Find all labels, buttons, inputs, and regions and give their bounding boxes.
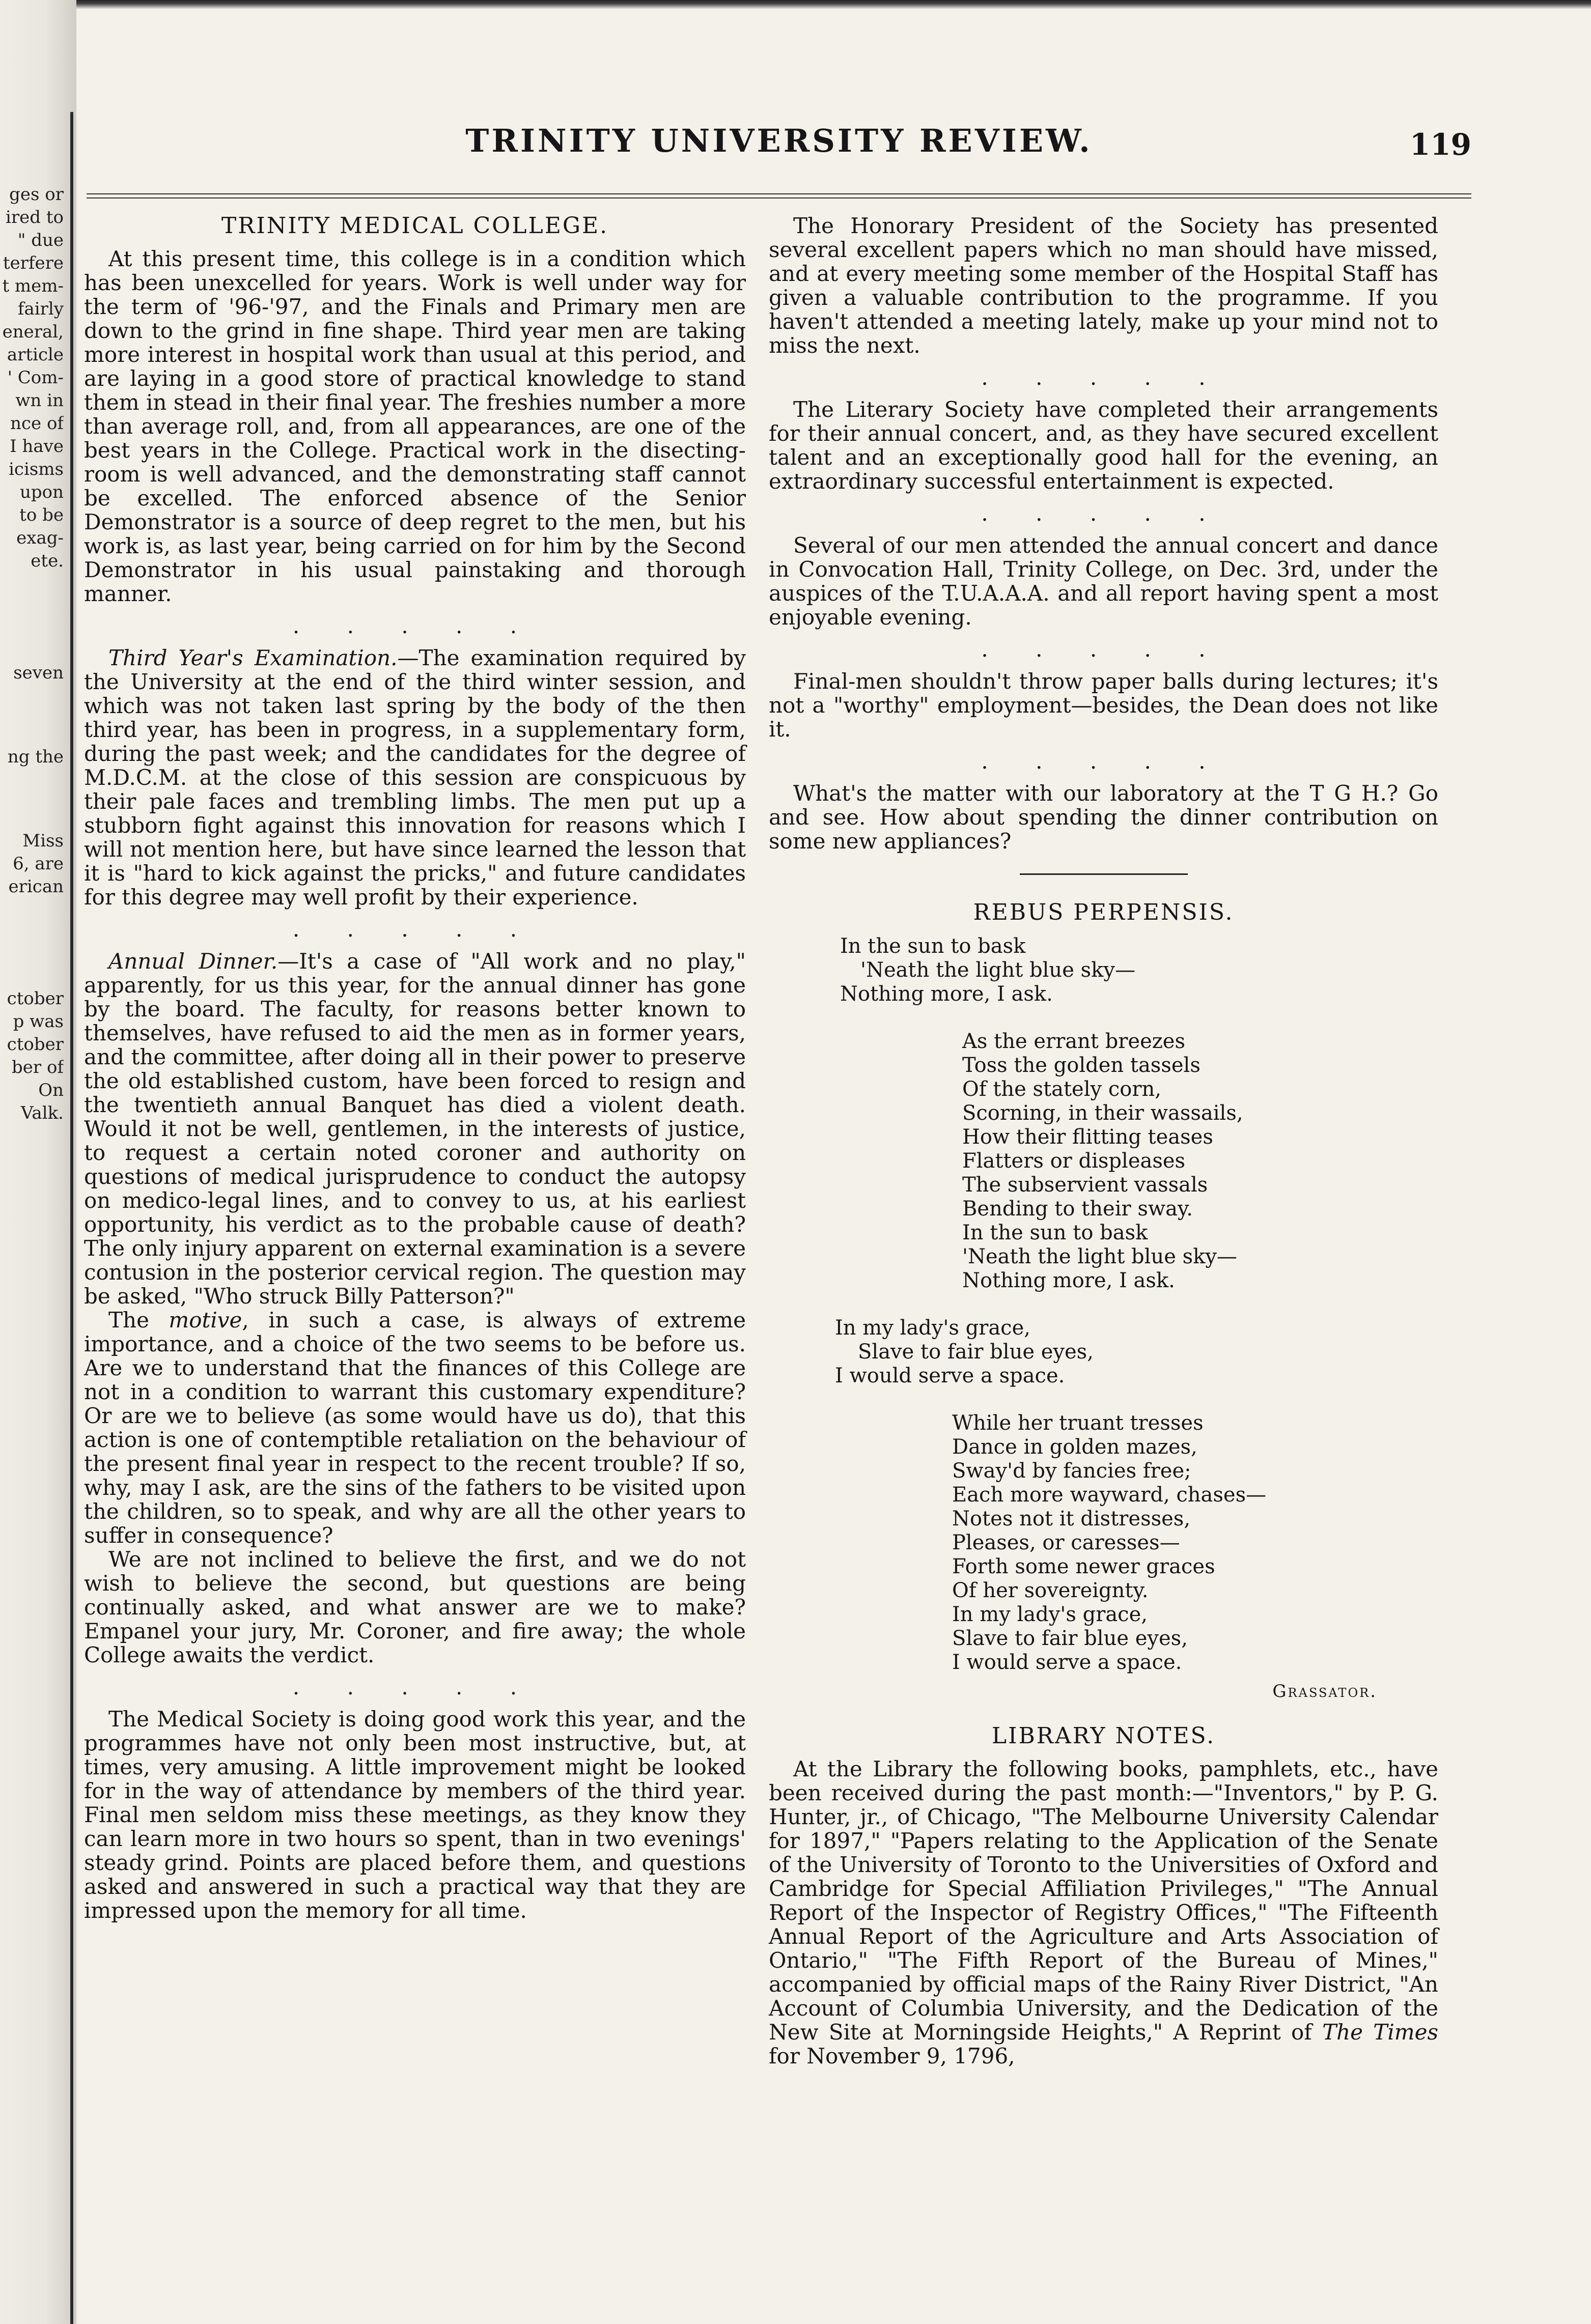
poem <box>769 934 1438 1675</box>
binding-gutter <box>0 0 76 2324</box>
margin-gap <box>0 769 64 830</box>
italic-word: motive <box>169 1308 242 1333</box>
paragraph-library-notes <box>769 1757 1438 2068</box>
margin-fragment: eneral, <box>2 322 64 342</box>
poem-line: While her truant tresses <box>952 1411 1204 1435</box>
paragraph-text: for November 9, 1796, <box>769 2044 1015 2068</box>
paragraph: We are not inclined to believe the first, and we do not wish to believe the second, but questions are being continually asked, and what answer are we to make? Empanel your jury, Mr. Coroner, and fire away; the whole College awaits the verdict. <box>84 1547 746 1667</box>
poem-line: Each more wayward, chases— <box>952 1483 1267 1507</box>
margin-fragment: ng the <box>7 747 64 767</box>
margin-fragment: ctober <box>7 988 64 1009</box>
margin-fragment: fairly <box>17 299 64 319</box>
margin-fragment: article <box>7 345 64 365</box>
paragraph-text: At the Library the following books, pamphlets, etc., have been received during the past month:—"Inventors," by P. G. Hunter, jr., of Chicago, "The Melbourne University Calendar for 1897," "Papers relating to the Application of the Senate of the University of Toronto to the Universities of Oxford and Cambridge for Special Affiliation Privileges," "The Annual Report of the Inspector of Registry Offices," "The Fifteenth Annual Report of the Agriculture and Arts Association of Ontario," "The Fifth Report of the Bureau of Mines," accompanied by official maps of the Rainy River District, "An Account of Columbia University, and the Dedication of the New Site at Morningside Heights," A Reprint of <box>769 1756 1438 2045</box>
margin-fragment: ' Com- <box>7 367 64 388</box>
poem-stanza <box>840 934 1438 1006</box>
poem-line: Slave to fair blue eyes, <box>858 1340 1094 1364</box>
section-title-medical-college: TRINITY MEDICAL COLLEGE. <box>221 213 609 239</box>
margin-fragment: seven <box>13 663 64 683</box>
section-separator-dots: . . . . . <box>292 917 538 942</box>
paragraph: The Honorary President of the Society has presented several excellent papers which no man should have missed, and at every meeting some member of the Hospital Staff has given a valuable contribution to the programme. If you haven't attended a meeting lately, make up your mind not to miss the next. <box>769 213 1438 358</box>
page-header <box>87 122 1471 204</box>
paragraph: Final-men shouldn't throw paper balls during lectures; it's not a "worthy" employment—besides, the Dean does not like it. <box>769 669 1438 742</box>
poem-line: The subservient vassals <box>962 1173 1208 1197</box>
paragraph: Several of our men attended the annual concert and dance in Convocation Hall, Trinity College, on Dec. 3rd, under the auspices of the T.U.A.A.A. and all report having spent a most enjoyable evening. <box>769 533 1438 630</box>
paragraph-third-year-exam <box>84 646 746 909</box>
run-in-heading: Third Year's Examination. <box>108 645 398 670</box>
poem-line: Nothing more, I ask. <box>840 982 1053 1006</box>
page-number: 119 <box>1409 127 1471 162</box>
poem-line: As the errant breezes <box>962 1030 1186 1053</box>
poem-line: Nothing more, I ask. <box>962 1269 1175 1292</box>
poem-line: In the sun to bask <box>962 1221 1148 1244</box>
poem-title: REBUS PERPENSIS. <box>973 899 1234 925</box>
margin-fragment: nce of <box>10 413 64 434</box>
paragraph-text: The <box>108 1308 169 1333</box>
section-rule <box>1020 873 1188 875</box>
margin-fragment: Miss <box>22 831 64 851</box>
paragraph: What's the matter with our laboratory at the T G H.? Go and see. How about spending the dinner contribution on some new appliances? <box>769 781 1438 854</box>
section-separator-dots: . . . . . <box>981 501 1226 526</box>
poem-stanza <box>962 1030 1438 1293</box>
poem-line: Scorning, in their wassails, <box>962 1101 1243 1125</box>
margin-fragment: wn in <box>15 390 64 411</box>
margin-fragment: icisms <box>9 459 64 479</box>
poem-line: I would serve a space. <box>835 1364 1065 1387</box>
margin-fragment: ber of <box>12 1057 64 1078</box>
poem-line: How their flitting teases <box>962 1125 1213 1149</box>
page-fold-line <box>70 112 73 2324</box>
italic-title: The Times <box>1322 2020 1438 2045</box>
margin-fragment: exag- <box>16 528 64 548</box>
margin-fragment: " due <box>17 230 64 250</box>
paragraph: At this present time, this college is in a condition which has been unexcelled for years. Work is well under way for the term of '96-'97, and the Finals and Primary men are down to the grind in fine shape. Third year men are taking more interest in hospital work than usual at this period, and are laying in a good store of practical knowledge to stand them in stead in their final year. The freshies number a more than average roll, and, from all appearances, are one of the best years in the College. Practical work in the disecting-room is well advanced, and the demonstrating staff cannot be excelled. The enforced absence of the Senior Demonstrator is a source of deep regret to the men, but his work is, as last year, being carried on for him by the Second Demonstrator in his usual painstaking and thorough manner. <box>84 246 746 606</box>
poem-line: Flatters or displeases <box>962 1149 1186 1173</box>
section-separator-dots: . . . . . <box>981 365 1226 390</box>
poem-line: In my lady's grace, <box>952 1603 1148 1626</box>
page-top-edge <box>0 0 1591 9</box>
paragraph-motive <box>84 1308 746 1547</box>
margin-fragment: t mem- <box>2 276 64 296</box>
margin-fragment: ired to <box>6 207 64 228</box>
margin-fragment: On <box>38 1080 64 1100</box>
margin-fragment: ges or <box>9 184 64 205</box>
margin-fragment: I have <box>10 436 64 457</box>
poem-line: Bending to their sway. <box>962 1197 1193 1221</box>
margin-fragment: p was <box>13 1011 64 1032</box>
section-title-library-notes: LIBRARY NOTES. <box>991 1723 1216 1749</box>
poem-line: I would serve a space. <box>952 1651 1182 1674</box>
margin-fragment: erican <box>8 876 64 897</box>
poem-line: Slave to fair blue eyes, <box>952 1627 1188 1650</box>
margin-fragment: ctober <box>7 1034 64 1055</box>
margin-gap <box>0 685 64 746</box>
paragraph-annual-dinner <box>84 949 746 1308</box>
poem-signature: Grassator. <box>1272 1681 1377 1702</box>
poem-line: Forth some newer graces <box>952 1555 1215 1578</box>
right-column <box>769 214 1438 2068</box>
margin-fragment: Valk. <box>21 1103 64 1123</box>
margin-fragment: upon <box>19 482 64 502</box>
poem-line: In the sun to bask <box>840 934 1026 958</box>
section-separator-dots: . . . . . <box>292 1675 538 1699</box>
poem-line: In my lady's grace, <box>835 1316 1030 1340</box>
paragraph-medical-society: The Medical Society is doing good work this year, and the programmes have not only been most instructive, but, at times, very amusing. A little improvement might be looked for in the way of attendance by members of the third year. Final men seldom miss these meetings, as they know they can learn more in two hours so spent, than in two evenings' steady grind. Points are placed before them, and questions asked and answered in such a practical way that they are impressed upon the memory for all time. <box>84 1707 746 1923</box>
poem-line: Notes not it distresses, <box>952 1507 1191 1531</box>
poem-line: Dance in golden mazes, <box>952 1435 1197 1459</box>
poem-line: Pleases, or caresses— <box>952 1531 1180 1554</box>
margin-fragment: 6, are <box>13 854 64 874</box>
paragraph-text: , in such a case, is always of extreme importance, and a choice of the two seems to be before us. Are we to understand that the finances of this College are not in a condition to warrant this customary expenditure? Or are we to believe (as some would have us do), that this action is one of contemptible retaliation on the behaviour of the present final year in respect to the recent trouble? If so, why, may I ask, are the sins of the fathers to be visited upon the children, so to speak, and why are all the other years to suffer in consequence? <box>84 1308 746 1548</box>
poem-line: 'Neath the light blue sky— <box>962 1245 1237 1268</box>
margin-fragment: terfere <box>3 253 64 273</box>
run-in-heading: Annual Dinner. <box>108 949 278 974</box>
paragraph-text: —The examination required by the University at the end of the third winter session, and which was not taken last spring by the body of the then third year, has been in progress, in a supplementary form, during the past week; and the candidates for the degree of M.D.C.M. at the close of this session are conspicuous by their pale faces and trembling limbs. The men put up a stubborn fight against this innovation for reasons which I will not mention here, but have since learned the lesson that it is "hard to kick against the pricks," and future candidates for this degree may well profit by their experience. <box>84 645 746 910</box>
running-title: TRINITY UNIVERSITY REVIEW. <box>465 122 1093 159</box>
poem-line: 'Neath the light blue sky— <box>860 958 1135 982</box>
header-rule <box>87 193 1471 199</box>
poem-line: Sway'd by fancies free; <box>952 1459 1191 1483</box>
margin-gap <box>0 573 64 662</box>
margin-fragment: ete. <box>31 551 64 571</box>
margin-fragment: to be <box>19 505 64 525</box>
margin-gap <box>0 898 64 987</box>
paragraph-text: —It's a case of "All work and no play," apparently, for us this year, for the annual dinner has gone by the board. The faculty, for reasons better known to themselves, have refused to aid the men as in former years, and the committee, after doing all in their power to preserve the old established custom, have been forced to resign and the twentieth annual Banquet has died a violent death. Would it not be well, gentlemen, in the interests of justice, to request a certain noted coroner and authority on questions of medical jurisprudence to conduct the autopsy on medico-legal lines, and to convey to us, at his earliest opportunity, his verdict as to the probable cause of death? The only injury apparent on external examination is a severe contusion in the posterior cervical region. The question may be asked, "Who struck Billy Patterson?" <box>84 949 746 1309</box>
poem-line: Toss the golden tassels <box>962 1054 1201 1077</box>
section-separator-dots: . . . . . <box>981 749 1226 774</box>
poem-line: Of her sovereignty. <box>952 1579 1149 1602</box>
facing-page-margin <box>0 183 64 1125</box>
left-column <box>84 214 746 1922</box>
poem-line: Of the stately corn, <box>962 1078 1161 1101</box>
paragraph: The Literary Society have completed their arrangements for their annual concert, and, as they have secured excellent talent and an exceptionally good hall for the evening, an extraordinary successful entertainment is expected. <box>769 397 1438 494</box>
section-separator-dots: . . . . . <box>981 637 1226 662</box>
poem-stanza <box>952 1411 1438 1675</box>
poem-stanza <box>835 1316 1438 1388</box>
section-separator-dots: . . . . . <box>292 613 538 638</box>
